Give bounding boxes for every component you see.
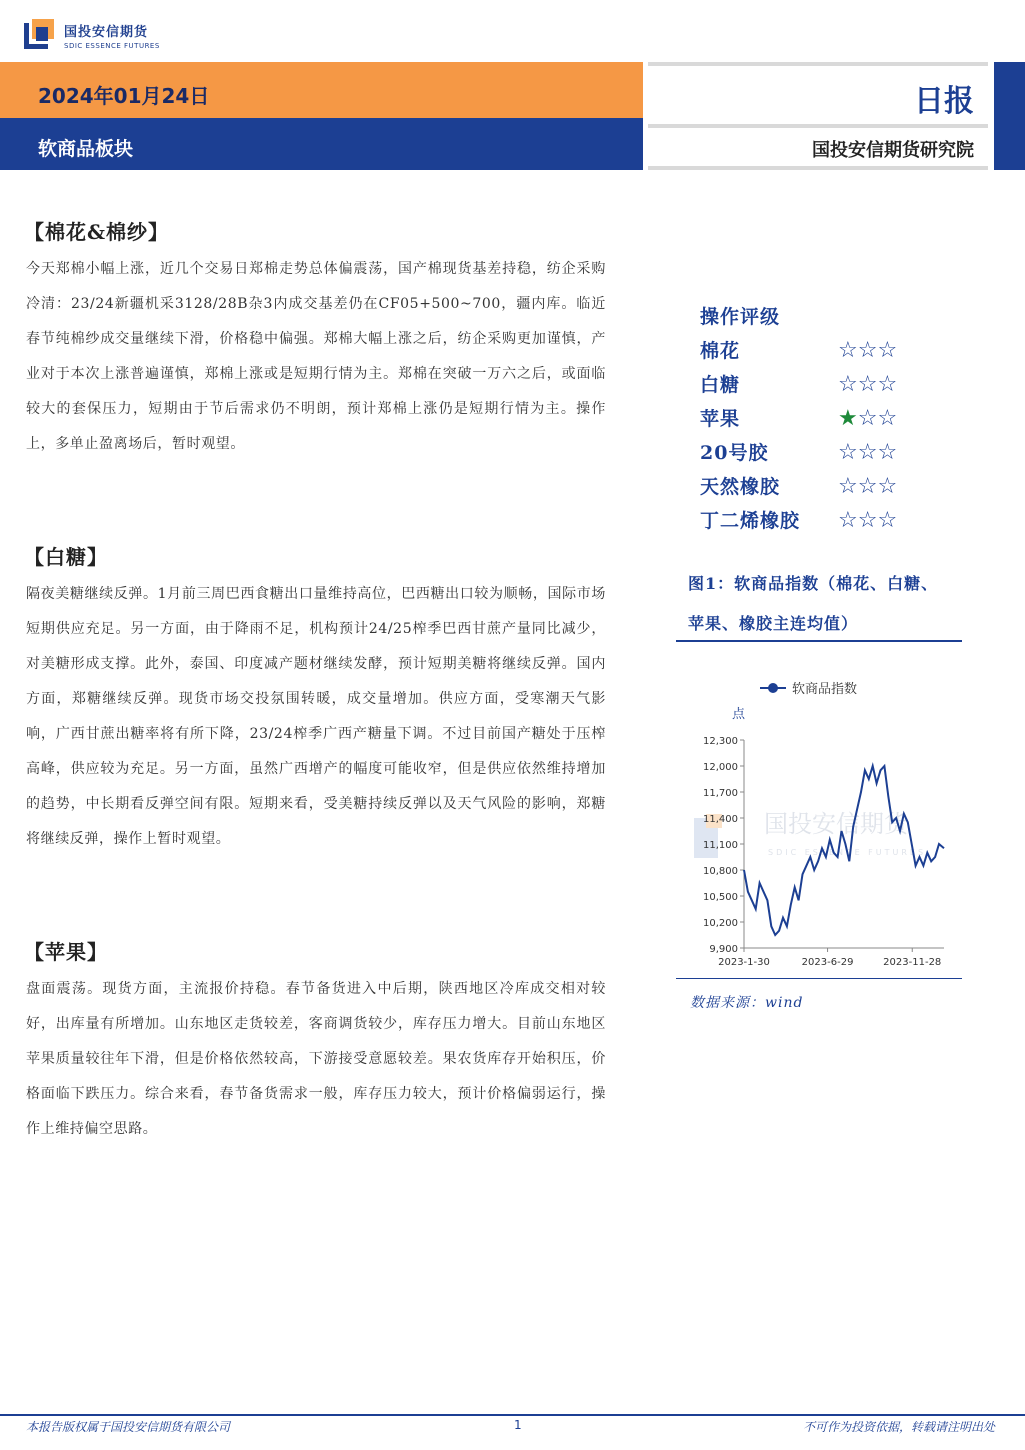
rating-title: 操作评级 xyxy=(700,306,781,328)
rating-stars-icon: ★☆☆ xyxy=(838,406,898,431)
y-tick-label: 11,700 xyxy=(703,788,738,799)
y-tick-label: 10,200 xyxy=(703,918,738,929)
report-type-title: 日报 xyxy=(914,84,974,119)
rating-name: 20号胶 xyxy=(700,442,769,464)
y-tick-label: 12,300 xyxy=(703,736,738,747)
rating-stars-icon: ☆☆☆ xyxy=(838,440,898,465)
figure-source: 数据来源：wind xyxy=(690,995,804,1011)
rating-name: 棉花 xyxy=(700,340,741,362)
watermark-en: SDIC ESSENCE FUTURES xyxy=(768,848,927,857)
y-tick-label: 11,100 xyxy=(703,840,738,851)
figure-bottom-rule xyxy=(676,978,962,979)
x-axis xyxy=(718,948,944,968)
y-tick-label: 12,000 xyxy=(703,762,738,773)
x-tick-label: 2023-1-30 xyxy=(718,957,770,968)
rating-stars-icon: ☆☆☆ xyxy=(838,372,898,397)
logo-mark-icon xyxy=(24,19,56,51)
report-sector: 软商品板块 xyxy=(38,138,134,160)
x-tick-label: 2023-6-29 xyxy=(801,957,854,968)
chart-svg xyxy=(676,644,962,976)
x-tick-label: 2023-11-28 xyxy=(883,957,942,968)
rating-name: 苹果 xyxy=(700,408,741,430)
y-axis-label: 点 xyxy=(732,707,746,722)
watermark-cn: 国投安信期货 xyxy=(764,810,908,838)
rating-row xyxy=(700,436,960,470)
figure-top-rule xyxy=(676,640,962,642)
y-tick-label: 11,400 xyxy=(703,814,738,825)
footer-rule xyxy=(0,1414,1025,1416)
rating-name: 天然橡胶 xyxy=(700,476,781,498)
legend-marker xyxy=(768,683,778,693)
section-title-cotton: 【棉花&棉纱】 xyxy=(24,220,170,244)
rating-stars-icon: ☆☆☆ xyxy=(838,338,898,363)
report-type-block xyxy=(648,62,988,170)
section-title-apple: 【苹果】 xyxy=(24,940,108,964)
y-tick-label: 10,500 xyxy=(703,892,738,903)
report-org: 国投安信期货研究院 xyxy=(812,140,974,161)
footer-disclaimer: 不可作为投资依据，转载请注明出处 xyxy=(802,1420,995,1434)
soft-commodity-chart xyxy=(676,644,962,976)
company-logo xyxy=(24,18,160,52)
rating-name: 白糖 xyxy=(700,374,741,396)
operation-rating xyxy=(700,300,960,538)
rating-name: 丁二烯橡胶 xyxy=(700,510,801,532)
rating-row xyxy=(700,470,960,504)
header-edge-block xyxy=(994,62,1025,170)
y-tick-label: 9,900 xyxy=(709,944,738,955)
rating-row xyxy=(700,368,960,402)
rating-stars-icon: ☆☆☆ xyxy=(838,474,898,499)
chart-legend xyxy=(760,681,857,697)
logo-en-text: SDIC ESSENCE FUTURES xyxy=(64,41,160,50)
section-text-apple: 盘面震荡。现货方面，主流报价持稳。春节备货进入中后期，陕西地区冷库成交相对较好，出库量有所增加。山东地区走货较差，客商调货较少，库存压力增大。目前山东地区苹果质量较往年下滑，但是价格依然较高，下游接受意愿较差。果农货库存开始积压，价格面临下跌压力。综合来看，春节备货需求一般，库存压力较大，预计价格偏弱运行，操作上维持偏空思路。 xyxy=(26,981,606,1137)
y-axis xyxy=(703,736,744,955)
logo-cn-text: 国投安信期货 xyxy=(64,24,149,40)
rating-stars-icon: ☆☆☆ xyxy=(838,508,898,533)
rating-row xyxy=(700,402,960,436)
report-date: 2024年01月24日 xyxy=(38,84,210,108)
footer-copyright: 本报告版权属于国投安信期货有限公司 xyxy=(26,1420,231,1434)
rating-row xyxy=(700,334,960,368)
y-tick-label: 10,800 xyxy=(703,866,738,877)
page-number: 1 xyxy=(514,1418,522,1432)
legend-label: 软商品指数 xyxy=(792,682,858,697)
rating-row xyxy=(700,504,960,538)
section-text-sugar: 隔夜美糖继续反弹。1月前三周巴西食糖出口量维持高位，巴西糖出口较为顺畅，国际市场短期供应充足。另一方面，由于降雨不足，机构预计24/25榨季巴西甘蔗产量同比减少，对美糖形成支撑。此外，泰国、印度减产题材继续发酵，预计短期美糖将继续反弹。国内方面，郑糖继续反弹。现货市场交投氛围转暖，成交量增加。供应方面，受寒潮天气影响，广西甘蔗出糖率将有所下降，23/24榨季广西产糖量下调。不过目前国产糖处于压榨高峰，供应较为充足。另一方面，虽然广西增产的幅度可能收窄，但是供应依然维持增加的趋势，中长期看反弹空间有限。短期来看，受美糖持续反弹以及天气风险的影响，郑糖将继续反弹，操作上暂时观望。 xyxy=(26,586,606,847)
figure-title: 图1：软商品指数（棉花、白糖、苹果、橡胶主连均值） xyxy=(688,574,939,633)
section-title-sugar: 【白糖】 xyxy=(24,545,108,569)
section-text-cotton: 今天郑棉小幅上涨，近几个交易日郑棉走势总体偏震荡，国产棉现货基差持稳，纺企采购冷清：23/24新疆机采3128/28B杂3内成交基差仍在CF05+500~700，疆内库。临近春节纯棉纱成交量继续下滑，价格稳中偏强。郑棉大幅上涨之后，纺企采购更加谨慎，产业对于本次上涨普遍谨慎，郑棉上涨或是短期行情为主。郑棉在突破一万六之后，或面临较大的套保压力，短期由于节后需求仍不明朗，预计郑棉上涨仍是短期行情为主。操作上，多单止盈离场后，暂时观望。 xyxy=(26,261,606,452)
